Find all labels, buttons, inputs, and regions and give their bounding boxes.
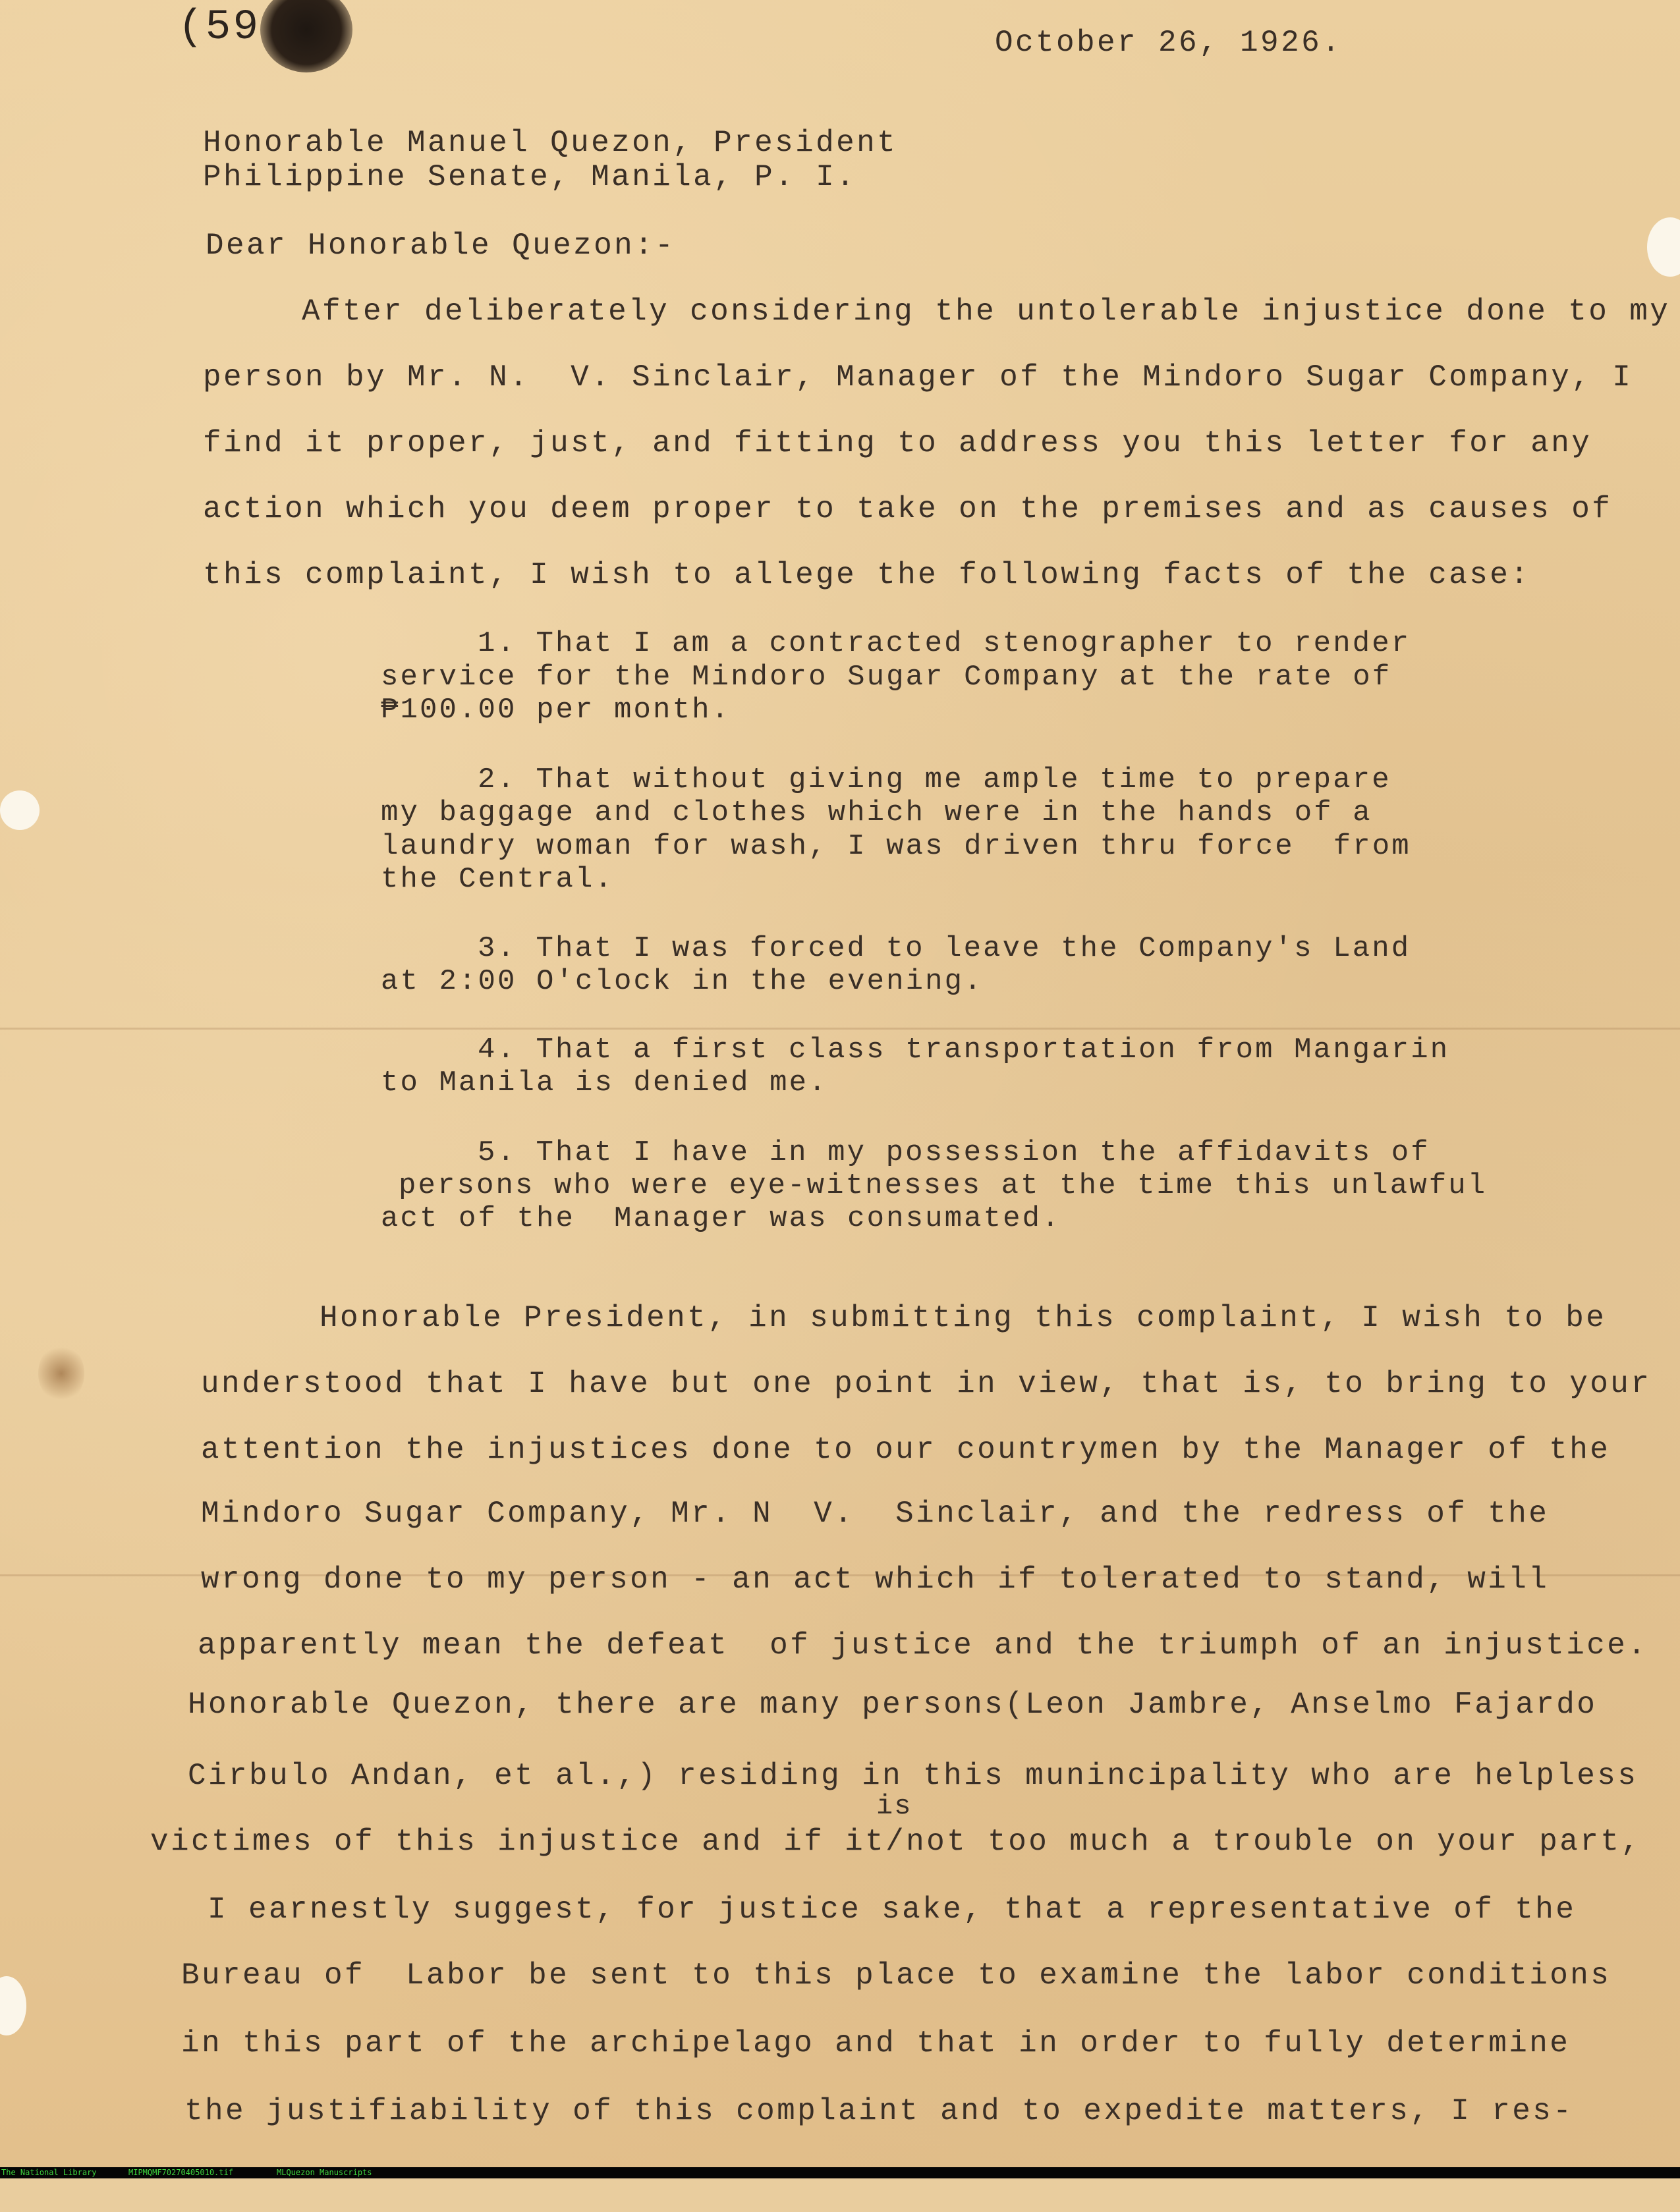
- stain: [38, 1344, 84, 1403]
- footer-source: The National Library: [1, 2168, 97, 2177]
- list-item-5-cont: persons who were eye-witnesses at the time this unlawful: [399, 1169, 1488, 1202]
- paper-fold: [0, 1028, 1680, 1030]
- list-item-3-cont: at 2:00 O'clock in the evening.: [381, 965, 984, 998]
- body-line: I earnestly suggest, for justice sake, that a representative of the: [208, 1893, 1577, 1927]
- list-item-2-cont: laundry woman for wash, I was driven thru force from: [381, 830, 1411, 863]
- body-line: understood that I have but one point in view, that is, to bring to your: [201, 1367, 1652, 1401]
- handwritten-insertion: is: [876, 1790, 912, 1822]
- body-line: the justifiability of this complaint and to expedite matters, I res-: [184, 2094, 1574, 2128]
- body-line: action which you deem proper to take on the premises and as causes of: [203, 492, 1613, 526]
- list-item-2-cont: the Central.: [381, 863, 615, 896]
- footer-collection: MLQuezon Manuscripts: [277, 2168, 372, 2177]
- paper-hole: [1647, 217, 1680, 277]
- list-item-5: 5. That I have in my possession the affidavits of: [478, 1136, 1430, 1169]
- list-item-4: 4. That a first class transportation from Mangarin: [478, 1034, 1450, 1066]
- body-line: Bureau of Labor be sent to this place to examine the labor conditions: [181, 1958, 1611, 1993]
- ink-blot: [260, 0, 352, 72]
- body-line: Mindoro Sugar Company, Mr. N V. Sinclair, and the redress of the: [201, 1497, 1550, 1531]
- letter-date: October 26, 1926.: [995, 26, 1343, 60]
- paper-hole: [0, 1976, 26, 2035]
- list-item-1-cont: ₱100.00 per month.: [381, 694, 731, 727]
- body-line: this complaint, I wish to allege the following facts of the case:: [203, 558, 1531, 592]
- list-item-3: 3. That I was forced to leave the Company's Land: [478, 932, 1411, 965]
- body-line: victimes of this injustice and if it/not too much a trouble on your part,: [150, 1825, 1642, 1859]
- body-line: find it proper, just, and fitting to address you this letter for any: [203, 426, 1592, 460]
- body-line: apparently mean the defeat of justice and the triumph of an injustice.: [198, 1628, 1648, 1663]
- body-line: After deliberately considering the untolerable injustice done to my: [302, 294, 1671, 329]
- list-item-1: 1. That I am a contracted stenographer to render: [478, 627, 1411, 660]
- body-line: Honorable Quezon, there are many persons(Leon Jambre, Anselmo Fajardo: [188, 1688, 1598, 1722]
- body-line: person by Mr. N. V. Sinclair, Manager of the Mindoro Sugar Company, I: [203, 360, 1633, 395]
- page-mark: (59: [178, 4, 261, 51]
- scan-footer: [0, 2167, 1680, 2178]
- list-item-5-cont: act of the Manager was consumated.: [381, 1202, 1061, 1235]
- paper-hole: [0, 790, 40, 830]
- list-item-2-cont: my baggage and clothes which were in the hands of a: [381, 796, 1372, 829]
- body-line: attention the injustices done to our countrymen by the Manager of the: [201, 1433, 1611, 1467]
- recipient-line-2: Philippine Senate, Manila, P. I.: [203, 160, 857, 194]
- salutation: Dear Honorable Quezon:-: [206, 229, 676, 263]
- recipient-line-1: Honorable Manuel Quezon, President: [203, 126, 898, 160]
- body-line: Honorable President, in submitting this complaint, I wish to be: [320, 1301, 1607, 1335]
- body-line: Cirbulo Andan, et al.,) residing in this munincipality who are helpless: [188, 1759, 1638, 1793]
- list-item-4-cont: to Manila is denied me.: [381, 1066, 828, 1099]
- footer-file: MIPMQMF70270405010.tif: [128, 2168, 233, 2177]
- body-line: wrong done to my person - an act which if tolerated to stand, will: [201, 1562, 1550, 1597]
- body-line: in this part of the archipelago and that in order to fully determine: [181, 2026, 1571, 2060]
- list-item-1-cont: service for the Mindoro Sugar Company at the rate of: [381, 661, 1392, 694]
- list-item-2: 2. That without giving me ample time to prepare: [478, 763, 1391, 796]
